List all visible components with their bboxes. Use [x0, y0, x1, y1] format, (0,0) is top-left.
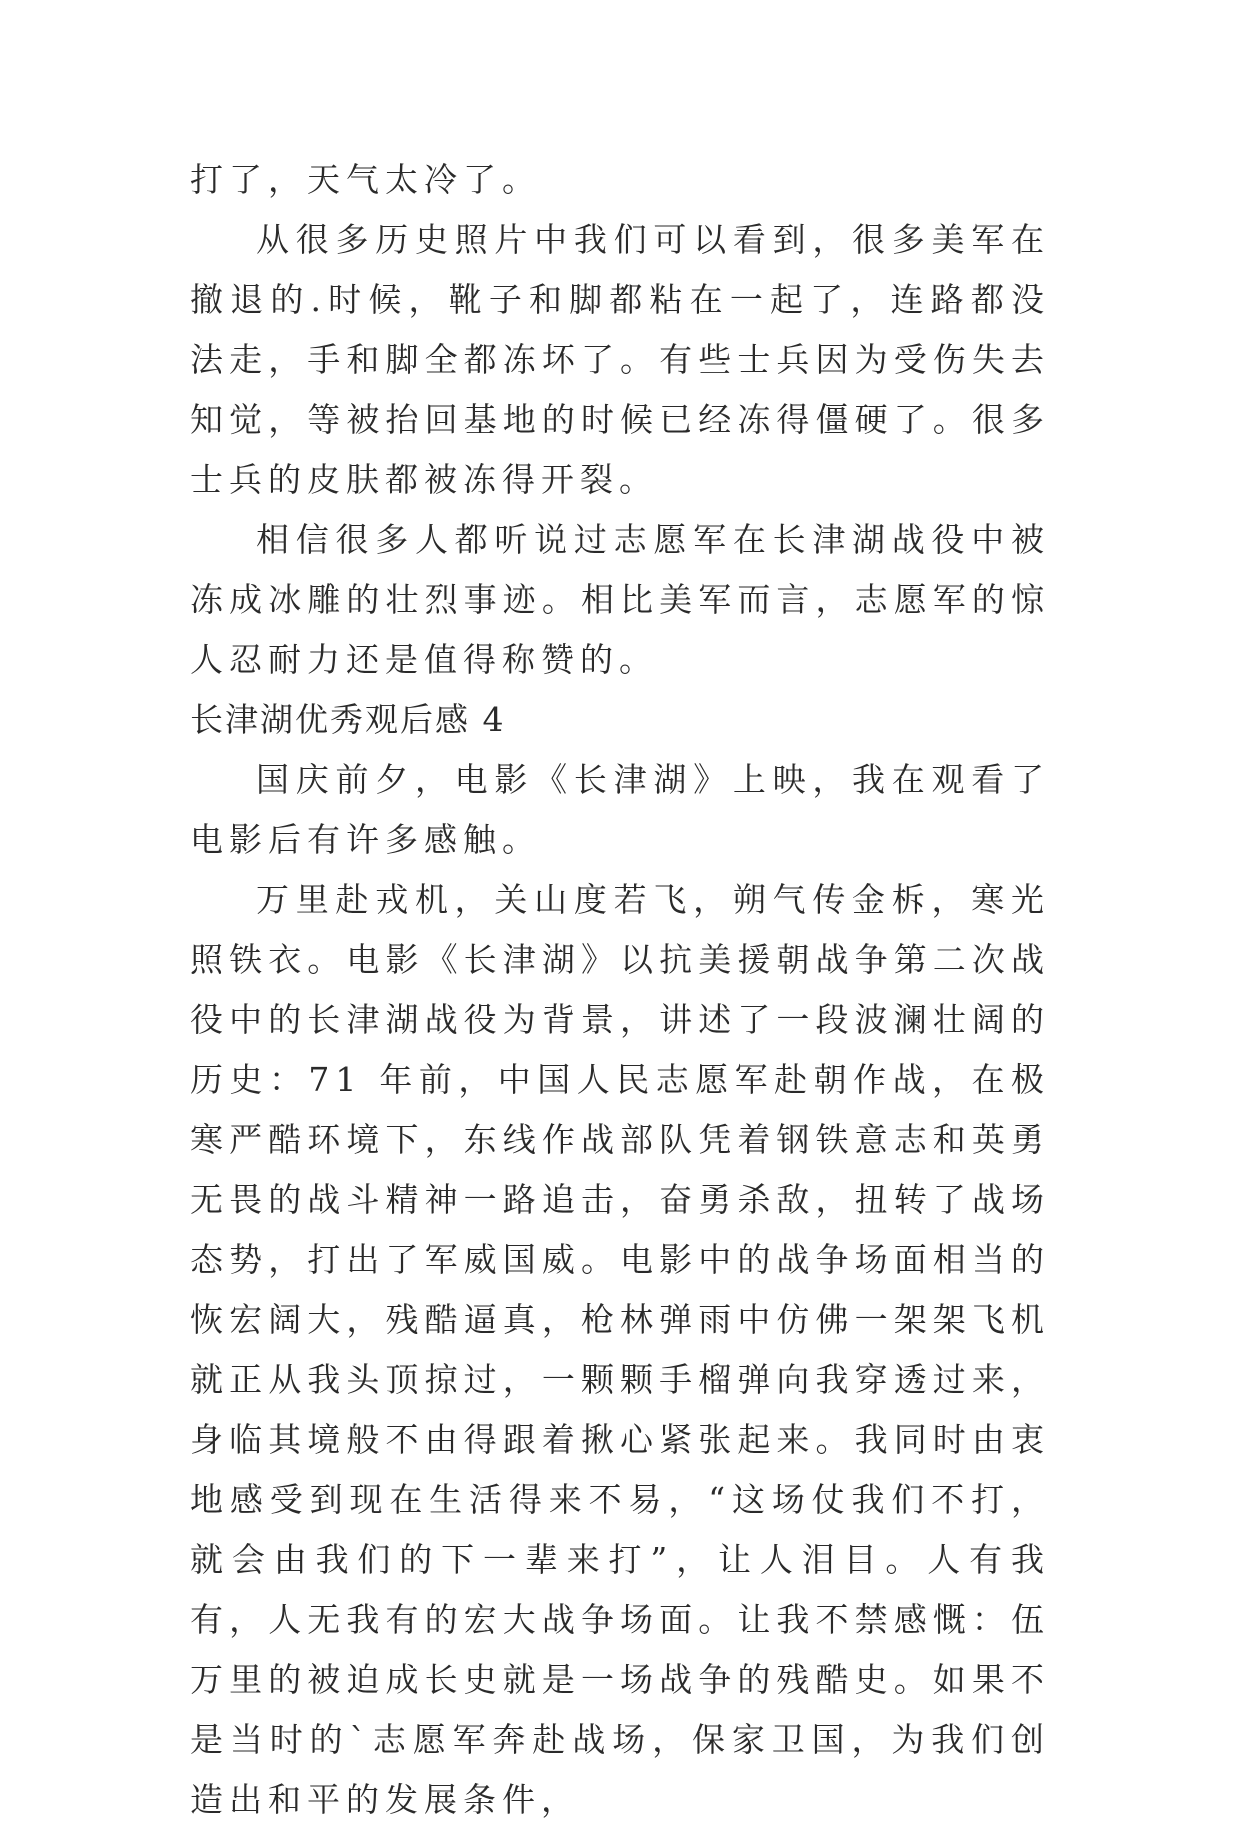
paragraph-continuation: 打了，天气太冷了。 [190, 160, 541, 199]
paragraph-volunteer-army-endurance: 相信很多人都听说过志愿军在长津湖战役中被冻成冰雕的壮烈事迹。相比美军而言，志愿军的惊人忍耐力还是值得称赞的。 [190, 520, 1050, 679]
paragraph-national-day-release: 国庆前夕，电影《长津湖》上映，我在观看了电影后有许多感触。 [190, 760, 1050, 859]
document-body [190, 150, 1050, 1830]
paragraph-us-army-frostbite: 从很多历史照片中我们可以看到，很多美军在撤退的.时候，靴子和脚都粘在一起了，连路都没法走，手和脚全都冻坏了。有些士兵因为受伤失去知觉，等被抬回基地的时候已经冻得僵硬了。很多士兵的皮肤都被冻得开裂。 [190, 220, 1050, 499]
section-heading: 长津湖优秀观后感 4 [190, 700, 506, 739]
paragraph-film-review: 万里赴戎机，关山度若飞，朔气传金柝，寒光照铁衣。电影《长津湖》以抗美援朝战争第二次战役中的长津湖战役为背景，讲述了一段波澜壮阔的历史：71 年前，中国人民志愿军赴朝作战，在极寒严酷环境下，东线作战部队凭着钢铁意志和英勇无畏的战斗精神一路追击，奋勇杀敌，扭转了战场态势，打出了军威国威。电影中的战争场面相当的恢宏阔大，残酷逼真，枪林弹雨中仿佛一架架飞机就正从我头顶掠过，一颗颗手榴弹向我穿透过来，身临其境般不由得跟着揪心紧张起来。我同时由衷地感受到现在生活得来不易，“这场仗我们不打，就会由我们的下一辈来打”，让人泪目。人有我有，人无我有的宏大战争场面。让我不禁感慨：伍万里的被迫成长史就是一场战争的残酷史。如果不是当时的`志愿军奔赴战场，保家卫国，为我们创造出和平的发展条件， [190, 880, 1050, 1819]
